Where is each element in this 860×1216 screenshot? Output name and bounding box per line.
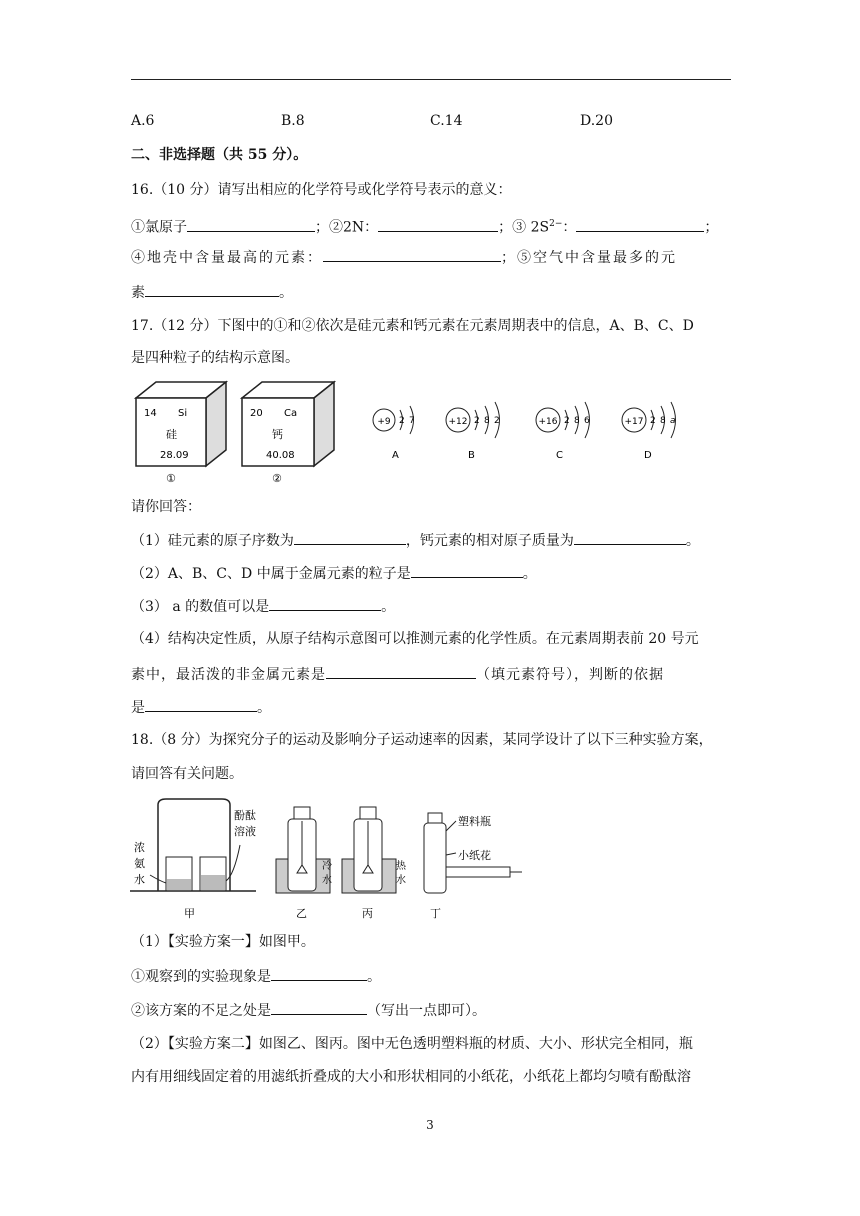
calcium-cell [242, 382, 334, 485]
q17-sub2-text-b: 。 [522, 566, 537, 582]
option-c: C.14 [430, 113, 463, 129]
option-a: A.6 [131, 113, 155, 129]
q17-sub1-text-b: ，钙元素的相对原子质量为 [405, 533, 574, 549]
q16-line2 [131, 247, 677, 268]
q17-sub2-text-a: （2）A、B、C、D 中属于金属元素的粒子是 [131, 566, 411, 582]
ammonia-label-3: 水 [134, 873, 145, 886]
phenol-label-1: 酚酞 [234, 809, 256, 822]
q17-stem-2: 是四种粒子的结构示意图。 [131, 350, 299, 366]
atom-c-label: C [556, 450, 563, 461]
q16-line3 [131, 282, 293, 303]
atom-a-diagram [373, 406, 415, 461]
setup-bing [342, 807, 407, 920]
setup-ding [424, 813, 522, 920]
cold-label-2: 水 [322, 875, 332, 886]
answer-blank[interactable] [187, 217, 315, 232]
ammonia-label-2: 氨 [134, 857, 145, 870]
option-b: B.8 [281, 113, 305, 129]
q18-p1-1-period: 。 [367, 969, 381, 985]
q17-sub3-text-a: （3） a 的数值可以是 [131, 599, 270, 615]
atom-a-shell-2: 7 [409, 416, 415, 426]
q18-p1: （1）【实验方案一】如图甲。 [131, 934, 315, 950]
atom-a-nucleus: +9 [377, 417, 391, 427]
q17-answer-prompt: 请你回答： [131, 499, 201, 515]
atom-c-nucleus: +16 [538, 417, 558, 427]
q16-chlorine-label: ①氯原子 [131, 219, 187, 236]
cell-label-2: ② [272, 472, 282, 485]
si-mass: 28.09 [160, 450, 189, 461]
hot-label-1: 热 [396, 861, 406, 872]
atom-d-diagram [622, 402, 676, 461]
answer-blank[interactable] [323, 247, 501, 262]
ca-number: 20 [250, 408, 263, 419]
atom-b-shell-1: 2 [474, 416, 480, 426]
setup-yi [276, 807, 332, 920]
atom-d-label: D [644, 450, 652, 461]
q18-p2-line2: 内有用细线固定着的用滤纸折叠成的大小和形状相同的小纸花，小纸花上都均匀喷有酚酞溶 [131, 1069, 691, 1085]
answer-blank[interactable] [326, 664, 476, 679]
q16-stem: 16.（10 分）请写出相应的化学符号或化学符号表示的意义： [131, 182, 512, 198]
cell-label-1: ① [166, 472, 176, 485]
si-symbol: Si [178, 408, 188, 419]
answer-blank[interactable] [574, 530, 686, 545]
answer-blank[interactable] [271, 966, 367, 981]
section-title: 二、非选择题（共 55 分）。 [131, 147, 308, 163]
silicon-cell [136, 382, 226, 485]
cold-label-1: 冷 [322, 861, 332, 872]
atom-b-shell-2: 8 [484, 416, 490, 426]
page-number: 3 [426, 1118, 434, 1132]
atom-b-label: B [468, 450, 475, 461]
label-ding: 丁 [430, 907, 441, 920]
q18-p1-1-text: ①观察到的实验现象是 [131, 969, 271, 985]
header-rule [131, 79, 731, 80]
q17-sub4-line3 [131, 697, 271, 718]
label-jia: 甲 [184, 907, 195, 920]
atom-b-diagram [446, 402, 500, 461]
q16-2n-label: ；②2N： [315, 219, 379, 236]
q16-semicolon: ； [704, 219, 719, 236]
atom-c-shell-2: 8 [574, 416, 580, 426]
atom-c-shell-1: 2 [564, 416, 570, 426]
q17-sub2 [131, 563, 537, 584]
q18-p1-2 [131, 1000, 486, 1021]
answer-blank[interactable] [145, 282, 279, 297]
answer-blank[interactable] [576, 217, 704, 232]
q18-p1-2-text: ②该方案的不足之处是 [131, 1003, 271, 1019]
experiment-figure [130, 795, 530, 923]
periodic-table-figure [130, 378, 690, 488]
atom-c-shell-3: 6 [584, 416, 590, 426]
atom-d-nucleus: +17 [624, 417, 644, 427]
flower-label: 小纸花 [458, 849, 491, 862]
q17-sub4-text-b: （填元素符号），判断的依据 [476, 667, 664, 683]
answer-blank[interactable] [378, 217, 498, 232]
label-bing: 丙 [362, 907, 373, 920]
q18-p2-line1: （2）【实验方案二】如图乙、图丙。图中无色透明塑料瓶的材质、大小、形状完全相同，瓶 [131, 1036, 693, 1052]
q16-line1 [131, 214, 718, 238]
phenol-label-2: 溶液 [234, 825, 256, 838]
answer-blank[interactable] [145, 697, 257, 712]
q17-stem-1: 17.（12 分）下图中的①和②依次是硅元素和钙元素在元素周期表中的信息，A、B、C、D [131, 318, 694, 334]
ca-mass: 40.08 [266, 450, 295, 461]
q17-sub4-text-a: 素中，最活泼的非金属元素是 [131, 667, 326, 683]
atom-b-shell-3: 2 [494, 416, 500, 426]
q16-period: 。 [279, 285, 293, 301]
ca-symbol: Ca [284, 408, 298, 419]
atom-d-shell-2: 8 [660, 416, 666, 426]
q17-sub3-text-b: 。 [381, 599, 396, 615]
q16-air-label: ；⑤空气中含量最多的元 [501, 250, 677, 266]
setup-jia [130, 799, 256, 920]
option-d: D.20 [580, 113, 613, 129]
atom-d-shell-3: a [670, 416, 676, 426]
si-name: 硅 [166, 428, 177, 441]
atom-d-shell-1: 2 [650, 416, 656, 426]
q17-sub4-text-c: 是 [131, 700, 145, 716]
q18-p1-1 [131, 966, 381, 987]
q18-stem-1: 18.（8 分）为探究分子的运动及影响分子运动速率的因素，某同学设计了以下三种实验方案， [131, 732, 713, 748]
q16-2s-label: ；③ 2S [498, 219, 550, 236]
q17-sub1 [131, 530, 700, 551]
answer-blank[interactable] [411, 563, 523, 578]
q17-sub4-line1: （4）结构决定性质，从原子结构示意图可以推测元素的化学性质。在元素周期表前 20 号元 [131, 631, 699, 647]
si-number: 14 [144, 408, 157, 419]
atom-c-diagram [536, 402, 590, 461]
q16-element-label: 素 [131, 285, 145, 301]
ca-name: 钙 [272, 428, 283, 441]
q17-sub4-line2 [131, 664, 664, 685]
q17-sub4-text-d: 。 [257, 700, 271, 716]
atom-a-shell-1: 2 [399, 416, 405, 426]
answer-blank[interactable] [271, 1000, 367, 1015]
label-yi: 乙 [296, 907, 307, 920]
ammonia-label-1: 浓 [134, 841, 145, 854]
answer-blank[interactable] [294, 530, 406, 545]
q18-p1-2-hint: （写出一点即可）。 [367, 1003, 486, 1019]
q16-colon: ： [562, 219, 577, 236]
answer-blank[interactable] [269, 596, 381, 611]
atom-b-nucleus: +12 [448, 417, 468, 427]
q17-sub3 [131, 596, 395, 617]
hot-label-2: 水 [396, 875, 406, 886]
q16-crust-label: ④地壳中含量最高的元素： [131, 250, 323, 266]
q17-sub1-text-a: （1）硅元素的原子序数为 [131, 533, 294, 549]
bottle-label: 塑料瓶 [458, 815, 491, 828]
q16-2s-charge: 2− [549, 219, 563, 229]
q17-sub1-text-c: 。 [685, 533, 700, 549]
q18-stem-2: 请回答有关问题。 [131, 766, 243, 782]
atom-a-label: A [392, 450, 399, 461]
